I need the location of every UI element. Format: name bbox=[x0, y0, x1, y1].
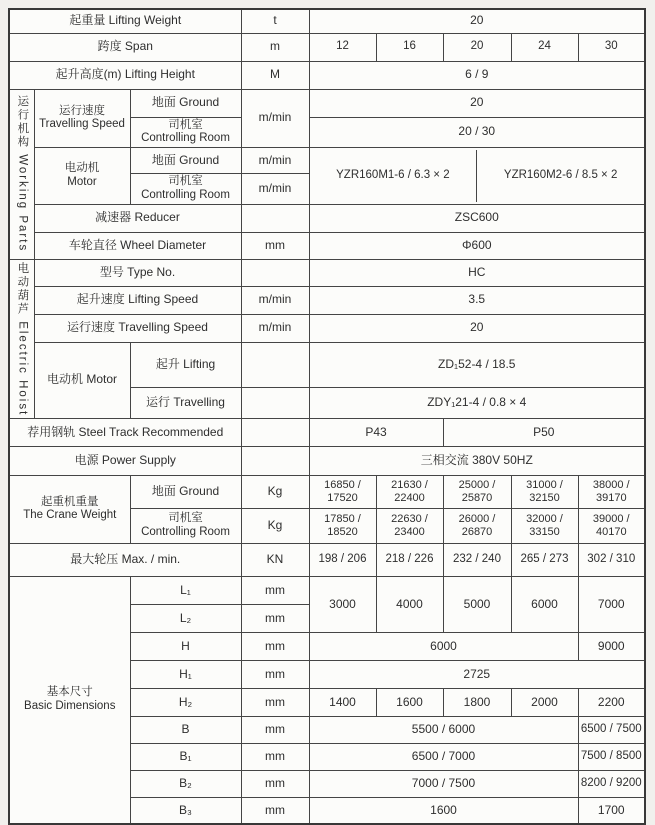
crane-weight-controlling-room-label-en: Controlling Room bbox=[141, 525, 230, 538]
crane-weight-label-zh: 起重机重量 bbox=[41, 495, 99, 508]
dim-b-unit: mm bbox=[241, 716, 309, 743]
span-label: 跨度 Span bbox=[9, 33, 241, 61]
dim-b-value-left: 5500 / 6000 bbox=[309, 716, 578, 743]
hoist-motor-lifting-label: 起升 Lifting bbox=[130, 342, 241, 387]
basic-dimensions-label-en: Basic Dimensions bbox=[24, 700, 116, 713]
row-span bbox=[9, 33, 645, 61]
row-max-wheel-pressure bbox=[9, 543, 645, 576]
motor-controlling-room-unit: m/min bbox=[241, 174, 309, 205]
span-value-cell: 30 bbox=[578, 33, 645, 61]
motor-value-right: YZR160M2-6 / 8.5 × 2 bbox=[503, 169, 618, 182]
dim-h2-unit: mm bbox=[241, 688, 309, 716]
travelling-speed-label bbox=[34, 89, 130, 148]
row-lifting-weight bbox=[9, 9, 645, 33]
row-power-supply bbox=[9, 446, 645, 475]
motor-label bbox=[34, 148, 130, 205]
row-steel-track bbox=[9, 418, 645, 446]
crane-weight-controlling-room-label bbox=[130, 508, 241, 543]
row-hoist-lifting-speed bbox=[9, 286, 645, 314]
dim-b3-unit: mm bbox=[241, 797, 309, 824]
dim-b1-unit: mm bbox=[241, 743, 309, 770]
max-wheel-pressure-value: 218 / 226 bbox=[376, 543, 443, 576]
dim-b1-label: B₁ bbox=[130, 743, 241, 770]
steel-track-value-left: P43 bbox=[309, 418, 443, 446]
reducer-unit bbox=[241, 204, 309, 232]
row-travelling-ground bbox=[9, 89, 645, 117]
basic-dimensions-label bbox=[9, 576, 130, 824]
dim-b3-label: B₃ bbox=[130, 797, 241, 824]
dim-h-unit: mm bbox=[241, 632, 309, 660]
crane-specification-table bbox=[8, 8, 646, 825]
lifting-weight-value: 20 bbox=[309, 9, 645, 33]
dim-h-value-right: 9000 bbox=[578, 632, 645, 660]
type-no-label: 型号 Type No. bbox=[34, 259, 241, 286]
row-type-no bbox=[9, 259, 645, 286]
motor-ground-label: 地面 Ground bbox=[130, 148, 241, 174]
hoist-travelling-speed-value: 20 bbox=[309, 314, 645, 342]
row-hoist-travelling-speed bbox=[9, 314, 645, 342]
controlling-room-label-zh: 司机室 bbox=[168, 118, 203, 131]
dim-h2-value: 1400 bbox=[309, 688, 376, 716]
hoist-lifting-speed-value: 3.5 bbox=[309, 286, 645, 314]
dim-h1-label: H₁ bbox=[130, 660, 241, 688]
max-wheel-pressure-value: 232 / 240 bbox=[443, 543, 511, 576]
hoist-lifting-speed-unit: m/min bbox=[241, 286, 309, 314]
hoist-motor-travelling-label: 运行 Travelling bbox=[130, 387, 241, 418]
crane-weight-controlling-room-value: 22630 / 23400 bbox=[376, 508, 443, 543]
crane-weight-controlling-room-value: 17850 / 18520 bbox=[309, 508, 376, 543]
dim-l-value: 7000 bbox=[578, 576, 645, 632]
crane-weight-ground-value: 25000 / 25870 bbox=[443, 475, 511, 508]
crane-weight-controlling-room-value: 26000 / 26870 bbox=[443, 508, 511, 543]
span-unit: m bbox=[241, 33, 309, 61]
dim-h2-value: 1600 bbox=[376, 688, 443, 716]
type-no-unit bbox=[241, 259, 309, 286]
dim-l-value: 3000 bbox=[309, 576, 376, 632]
crane-weight-controlling-room-unit: Kg bbox=[241, 508, 309, 543]
section-working-parts: 运行机构 Working Parts bbox=[9, 89, 34, 259]
type-no-value: HC bbox=[309, 259, 645, 286]
lifting-height-unit: M bbox=[241, 61, 309, 89]
travelling-ground-value: 20 bbox=[309, 89, 645, 117]
wheel-diameter-unit: mm bbox=[241, 232, 309, 259]
motor-ground-unit: m/min bbox=[241, 148, 309, 174]
row-crane-weight-ground bbox=[9, 475, 645, 508]
hoist-motor-lifting-unit bbox=[241, 342, 309, 387]
motor-controlling-room-label bbox=[130, 174, 241, 205]
row-motor-ground bbox=[9, 148, 645, 174]
crane-weight-label bbox=[9, 475, 130, 543]
dim-b2-unit: mm bbox=[241, 770, 309, 797]
dim-l-value: 5000 bbox=[443, 576, 511, 632]
dim-b3-value-left: 1600 bbox=[309, 797, 578, 824]
steel-track-label: 荐用钢轨 Steel Track Recommended bbox=[9, 418, 241, 446]
dim-l1-unit: mm bbox=[241, 576, 309, 604]
hoist-motor-travelling-value: ZDY₁21-4 / 0.8 × 4 bbox=[309, 387, 645, 418]
basic-dimensions-label-zh: 基本尺寸 bbox=[46, 686, 93, 699]
lifting-weight-unit: t bbox=[241, 9, 309, 33]
hoist-motor-lifting-value: ZD₁52-4 / 18.5 bbox=[309, 342, 645, 387]
max-wheel-pressure-value: 265 / 273 bbox=[511, 543, 578, 576]
power-supply-unit bbox=[241, 446, 309, 475]
row-lifting-height bbox=[9, 61, 645, 89]
section-electric-hoist: 电动葫芦 Electric Hoist bbox=[9, 259, 34, 418]
reducer-value: ZSC600 bbox=[309, 204, 645, 232]
span-value-cell: 24 bbox=[511, 33, 578, 61]
dim-b2-value-right: 8200 / 9200 bbox=[578, 770, 645, 797]
dim-l-value: 6000 bbox=[511, 576, 578, 632]
reducer-label: 减速器 Reducer bbox=[34, 204, 241, 232]
motor-value-left: YZR160M1-6 / 6.3 × 2 bbox=[310, 150, 478, 202]
row-hoist-motor-lifting bbox=[9, 342, 645, 387]
dim-h2-value: 1800 bbox=[443, 688, 511, 716]
travelling-speed-label-zh: 运行速度 bbox=[59, 104, 105, 117]
wheel-diameter-value: Φ600 bbox=[309, 232, 645, 259]
hoist-travelling-speed-unit: m/min bbox=[241, 314, 309, 342]
hoist-travelling-speed-label: 运行速度 Travelling Speed bbox=[34, 314, 241, 342]
dim-h2-value: 2000 bbox=[511, 688, 578, 716]
crane-weight-controlling-room-value: 39000 / 40170 bbox=[578, 508, 645, 543]
dim-l2-unit: mm bbox=[241, 604, 309, 632]
travelling-ground-label: 地面 Ground bbox=[130, 89, 241, 117]
dim-b1-value-left: 6500 / 7000 bbox=[309, 743, 578, 770]
crane-weight-ground-value: 16850 / 17520 bbox=[309, 475, 376, 508]
travelling-speed-label-en: Travelling Speed bbox=[39, 118, 125, 131]
power-supply-label: 电源 Power Supply bbox=[9, 446, 241, 475]
hoist-lifting-speed-label: 起升速度 Lifting Speed bbox=[34, 286, 241, 314]
power-supply-value: 三相交流 380V 50HZ bbox=[309, 446, 645, 475]
crane-weight-controlling-room-value: 32000 / 33150 bbox=[511, 508, 578, 543]
max-wheel-pressure-value: 302 / 310 bbox=[578, 543, 645, 576]
travelling-controlling-room-value: 20 / 30 bbox=[309, 117, 645, 148]
wheel-diameter-label: 车轮直径 Wheel Diameter bbox=[34, 232, 241, 259]
dim-b1-value-right: 7500 / 8500 bbox=[578, 743, 645, 770]
motor-controlling-room-label-en: Controlling Room bbox=[141, 188, 230, 201]
span-value-cell: 12 bbox=[309, 33, 376, 61]
dim-h-value-left: 6000 bbox=[309, 632, 578, 660]
dim-b-label: B bbox=[130, 716, 241, 743]
span-value-cell: 20 bbox=[443, 33, 511, 61]
dim-b2-value-left: 7000 / 7500 bbox=[309, 770, 578, 797]
hoist-motor-label: 电动机 Motor bbox=[34, 342, 130, 418]
dim-h1-value: 2725 bbox=[309, 660, 645, 688]
travelling-speed-unit: m/min bbox=[241, 89, 309, 148]
hoist-motor-travelling-unit bbox=[241, 387, 309, 418]
lifting-height-label: 起升高度(m) Lifting Height bbox=[9, 61, 241, 89]
dim-h2-value: 2200 bbox=[578, 688, 645, 716]
lifting-height-value: 6 / 9 bbox=[309, 61, 645, 89]
travelling-controlling-room-label bbox=[130, 117, 241, 148]
dim-b2-label: B₂ bbox=[130, 770, 241, 797]
max-wheel-pressure-value: 198 / 206 bbox=[309, 543, 376, 576]
row-wheel-diameter bbox=[9, 232, 645, 259]
dim-h2-label: H₂ bbox=[130, 688, 241, 716]
dim-h-label: H bbox=[130, 632, 241, 660]
motor-label-zh: 电动机 bbox=[64, 162, 100, 175]
motor-values-split bbox=[310, 150, 645, 202]
max-wheel-pressure-unit: KN bbox=[241, 543, 309, 576]
dim-b-value-right: 6500 / 7500 bbox=[578, 716, 645, 743]
row-dim-l1 bbox=[9, 576, 645, 604]
motor-label-en: Motor bbox=[67, 175, 97, 188]
crane-weight-ground-label: 地面 Ground bbox=[130, 475, 241, 508]
span-value-cell: 16 bbox=[376, 33, 443, 61]
crane-weight-ground-unit: Kg bbox=[241, 475, 309, 508]
crane-weight-controlling-room-label-zh: 司机室 bbox=[168, 512, 203, 525]
dim-l-value: 4000 bbox=[376, 576, 443, 632]
crane-weight-ground-value: 21630 / 22400 bbox=[376, 475, 443, 508]
dim-l2-label: L₂ bbox=[130, 604, 241, 632]
crane-weight-ground-value: 31000 / 32150 bbox=[511, 475, 578, 508]
row-reducer bbox=[9, 204, 645, 232]
dim-h1-unit: mm bbox=[241, 660, 309, 688]
dim-b3-value-right: 1700 bbox=[578, 797, 645, 824]
motor-values bbox=[309, 148, 645, 205]
steel-track-value-right: P50 bbox=[443, 418, 645, 446]
steel-track-unit bbox=[241, 418, 309, 446]
lifting-weight-label: 起重量 Lifting Weight bbox=[9, 9, 241, 33]
max-wheel-pressure-label: 最大轮压 Max. / min. bbox=[9, 543, 241, 576]
controlling-room-label-en: Controlling Room bbox=[141, 132, 230, 145]
dim-l1-label: L₁ bbox=[130, 576, 241, 604]
motor-controlling-room-label-zh: 司机室 bbox=[168, 175, 203, 188]
crane-weight-label-en: The Crane Weight bbox=[23, 509, 117, 522]
crane-weight-ground-value: 38000 / 39170 bbox=[578, 475, 645, 508]
